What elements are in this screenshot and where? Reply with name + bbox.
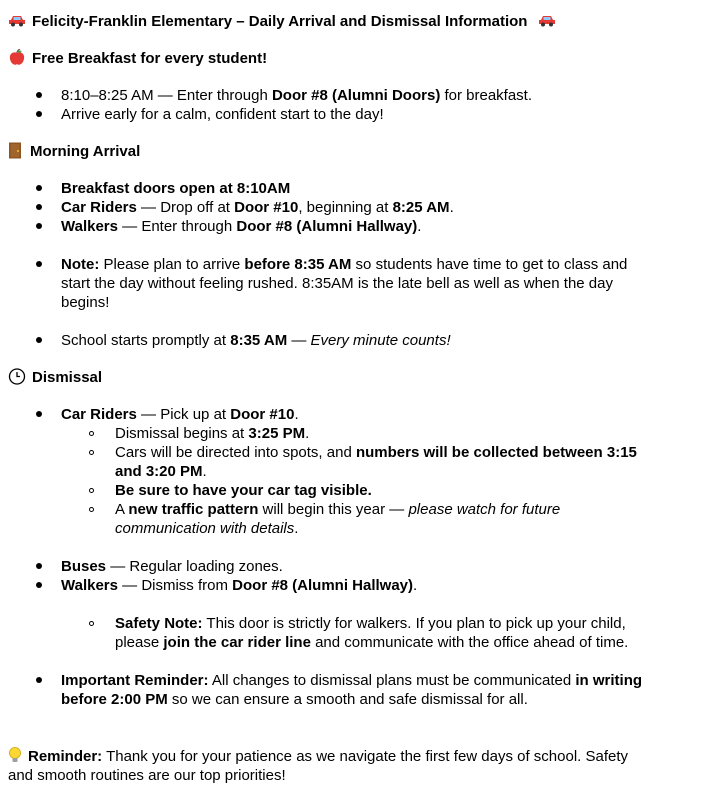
important-reminder: Important Reminder: All changes to dismissal plans must be communicated in writing <box>61 672 643 689</box>
sub-bullet <box>89 507 94 512</box>
list-item: Breakfast doors open at 8:10AM <box>61 180 291 197</box>
note-line: begins! <box>61 294 110 311</box>
arrival-heading: Morning Arrival <box>8 142 140 161</box>
bullet <box>36 411 42 417</box>
list-item: Walkers — Enter through Door #8 (Alumni Hallway). <box>61 218 422 235</box>
sub-bullet <box>89 431 94 436</box>
bullet <box>36 92 42 98</box>
list-item: Car Riders — Drop off at Door #10, beginning at 8:25 AM. <box>61 199 454 216</box>
door-icon <box>8 142 22 159</box>
dismissal-heading: Dismissal <box>8 368 102 387</box>
sub-item: A new traffic pattern will begin this year — please watch for future <box>115 501 561 518</box>
bullet <box>36 223 42 229</box>
bullet <box>36 677 42 683</box>
sub-bullet <box>89 621 94 626</box>
sub-item: Dismissal begins at 3:25 PM. <box>115 425 310 442</box>
sub-item: Cars will be directed into spots, and numbers will be collected between 3:15 <box>115 444 637 461</box>
sub-item: communication with details. <box>115 520 299 537</box>
clock-icon <box>8 368 26 385</box>
page-title: Felicity-Franklin Elementary – Daily Arrival and Dismissal Information <box>8 12 562 31</box>
sub-item: Be sure to have your car tag visible. <box>115 482 372 499</box>
bullet <box>36 185 42 191</box>
bullet <box>36 337 42 343</box>
bullet <box>36 261 42 267</box>
list-item: Arrive early for a calm, confident start to the day! <box>61 106 384 123</box>
safety-note: Safety Note: This door is strictly for walkers. If you plan to pick up your child, <box>115 615 626 632</box>
note-line: Note: Please plan to arrive before 8:35 AM so students have time to get to class and <box>61 256 628 273</box>
apple-icon <box>8 49 26 66</box>
list-item: School starts promptly at 8:35 AM — Every minute counts! <box>61 332 451 349</box>
breakfast-heading: Free Breakfast for every student! <box>8 49 267 68</box>
sub-item: and 3:20 PM. <box>115 463 207 480</box>
bullet <box>36 582 42 588</box>
list-item: Walkers — Dismiss from Door #8 (Alumni Hallway). <box>61 577 418 594</box>
bullet <box>36 204 42 210</box>
lightbulb-icon <box>8 747 22 764</box>
reminder-line: and smooth routines are our top priorities! <box>8 767 286 784</box>
list-item: Car Riders — Pick up at Door #10. <box>61 406 299 423</box>
note-line: start the day without feeling rushed. 8:35AM is the late bell as well as when the day <box>61 275 613 292</box>
reminder: Reminder: Thank you for your patience as we navigate the first few days of school. Safety <box>8 747 628 766</box>
safety-note: please join the car rider line and communicate with the office ahead of time. <box>115 634 629 651</box>
bullet <box>36 563 42 569</box>
sub-bullet <box>89 450 94 455</box>
list-item: 8:10–8:25 AM — Enter through Door #8 (Alumni Doors) for breakfast. <box>61 87 533 104</box>
list-item: Buses — Regular loading zones. <box>61 558 283 575</box>
important-reminder: before 2:00 PM so we can ensure a smooth and safe dismissal for all. <box>61 691 528 708</box>
sub-bullet <box>89 488 94 493</box>
car-icon <box>8 12 26 29</box>
bullet <box>36 111 42 117</box>
car-icon <box>538 12 556 29</box>
